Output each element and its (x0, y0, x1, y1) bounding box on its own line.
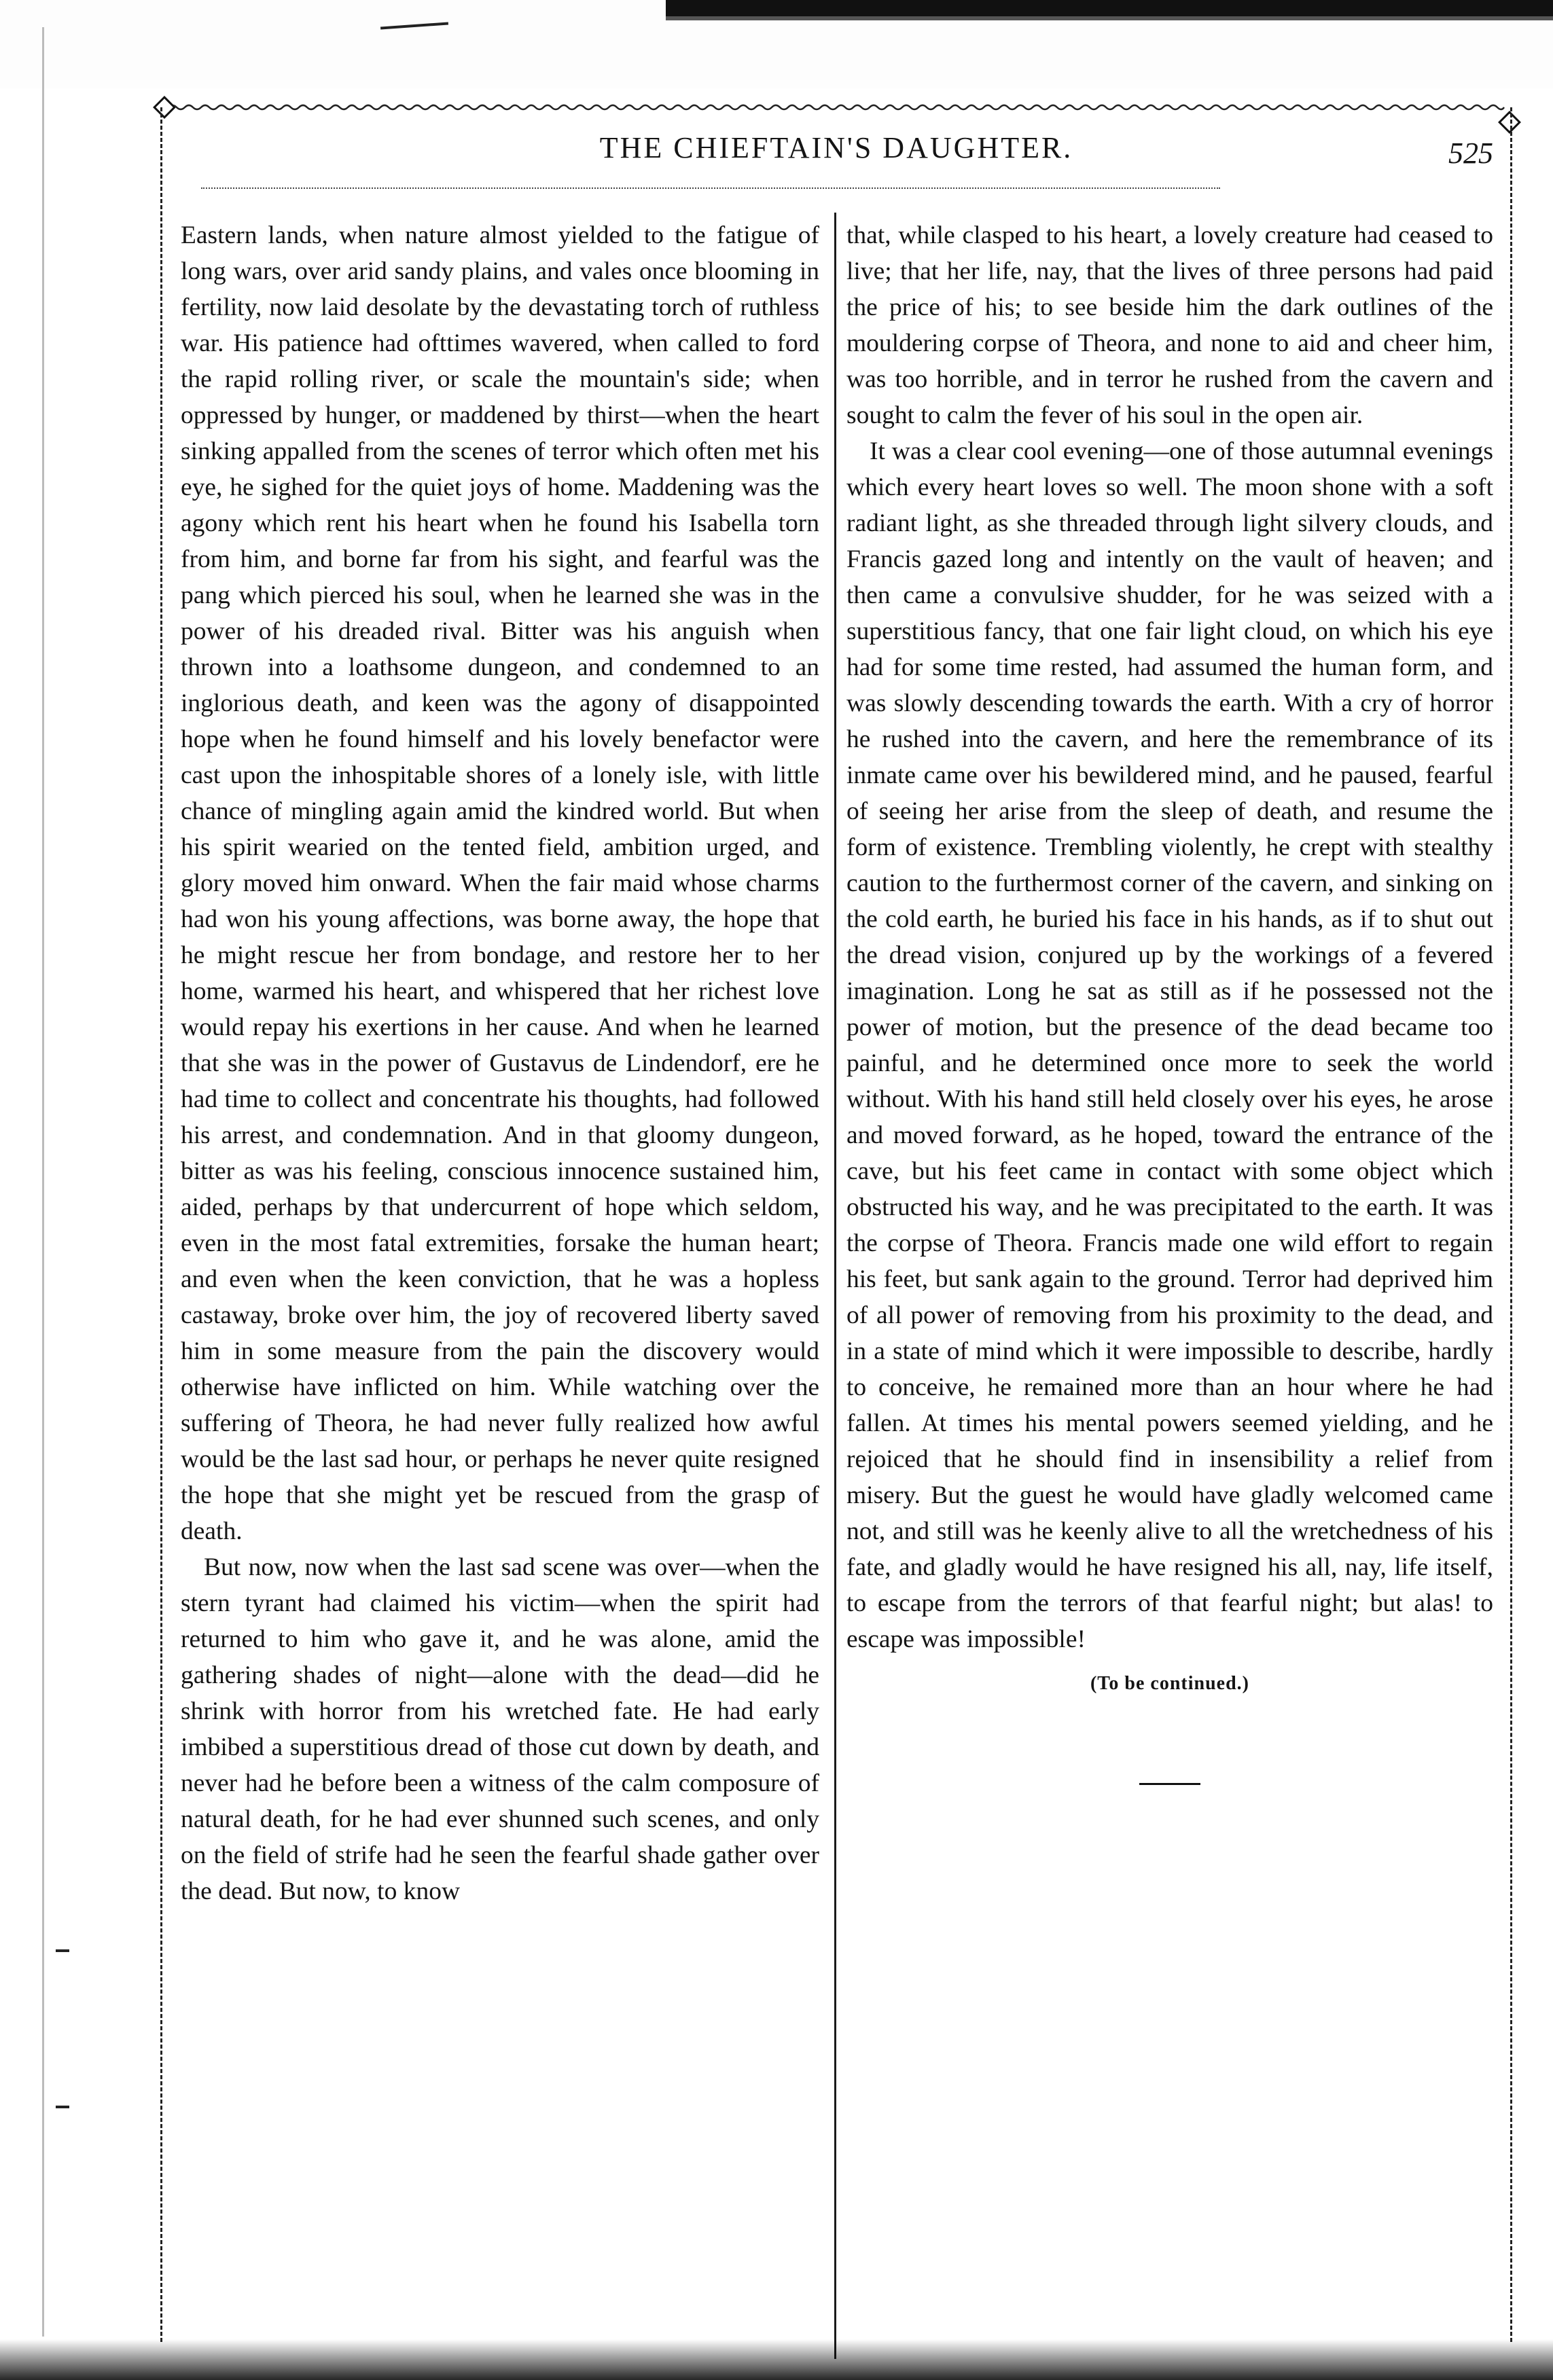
page-title: THE CHIEFTAIN'S DAUGHTER. (599, 131, 1073, 164)
scan-dark-edge (666, 0, 1553, 20)
right-border-rule (1506, 107, 1512, 2342)
paragraph: Eastern lands, when nature almost yielded to the fatigue of long wars, over arid sandy plains, and vales once blooming in fertility, now laid desolate by the devastating torch of ruthless war. His patience had ofttimes wavered, when called to ford the rapid rolling river, or scale the mountain's side; when oppressed by hunger, or maddened by thirst—when the heart sinking appalled from the scenes of terror which often met his eye, he sighed for the quiet joys of home. Maddening was the agony which rent his heart when he found his Isabella torn from him, and borne far from his sight, and fearful was the pang which pierced his soul, when he learned she was in the power of his dreaded rival. Bitter was his anguish when thrown into a loathsome dungeon, and condemned to an inglorious death, and keen was the agony of disappointed hope when he found himself and his lovely benefactor were cast upon the inhospitable shores of a lonely isle, with little chance of mingling again amid the kindred world. But when his spirit wearied on the tented field, ambition urged, and glory moved him onward. When the fair maid whose charms had won his young affections, was borne away, the hope that he might rescue her from bondage, and restore her to her home, warmed his heart, and whispered that her richest love would repay his exertions in her cause. And when he learned that she was in the power of Gustavus de Lindendorf, ere he had time to collect and concentrate his thoughts, had followed his arrest, and condemnation. And in that gloomy dungeon, bitter as was his feeling, conscious innocence sustained him, aided, perhaps by that undercurrent of hope which seldom, even in the most fatal extremities, forsake the human heart; and even when the keen conviction, that he was a hopless castaway, broke over him, the joy of recovered liberty saved him in some measure from the pain the discovery would otherwise have inflicted on him. While watching over the suffering of Theora, he had never fully realized how awful would be the last sad hour, or perhaps he never quite resigned the hope that she might yet be rescued from the grasp of death. (181, 221, 819, 1545)
text-column-left (181, 217, 819, 1909)
column-divider (834, 213, 836, 2359)
margin-mark (56, 1949, 69, 1952)
paragraph: that, while clasped to his heart, a lovely creature had ceased to live; that her life, nay, that the lives of three persons had paid the price of his; to see beside him the dark outlines of the mouldering corpse of Theora, and none to aid and cheer him, was too horrible, and in terror he rushed from the cavern and sought to calm the fever of his soul in the open air. (846, 221, 1493, 429)
text-column-right (846, 217, 1493, 1785)
paragraph: It was a clear cool evening—one of those autumnal evenings which every heart loves so well. The moon shone with a soft radiant light, as she threaded through light silvery clouds, and Francis gazed long and intently on the vault of heaven; and then came a convulsive shudder, for he was seized with a superstitious fancy, that one fair light cloud, on which his eye had for some time rested, had assumed the human form, and was slowly descending towards the earth. With a cry of horror he rushed into the cavern, and here the remembrance of its inmate came over his bewildered mind, and he paused, fearful of seeing her arise from the sleep of death, and resume the form of existence. Trembling violently, he crept with stealthy caution to the furthermost corner of the cavern, and sinking on the cold earth, he buried his face in his hands, as if to shut out the dread vision, conjured up by the workings of a fevered imagination. Long he sat as still as if he possessed not the power of motion, but the presence of the dead became too painful, and he determined once more to seek the world without. With his hand still held closely over his eyes, he arose and moved forward, as he hoped, toward the entrance of the cave, but his feet came in contact with some object which obstructed his way, and he was precipitated to the earth. It was the corpse of Theora. Francis made one wild effort to regain his feet, but sank again to the ground. Terror had deprived him of all power of removing from his proximity to the dead, and in a state of mind which it were impossible to describe, hardly to conceive, he remained more than an hour where he had fallen. At times his mental powers seemed yielding, and he rejoiced that he should find in insensibility a relief from misery. But the guest he would have gladly welcomed came not, and still was he keenly alive to all the wretchedness of his fate, and gladly would he have resigned his all, nay, life itself, to escape from the terrors of that fearful night; but alas! to escape was impossible! (846, 437, 1493, 1653)
wavy-rule-icon (160, 101, 1512, 114)
continued-note: (To be continued.) (1090, 1673, 1249, 1694)
paragraph: But now, now when the last sad scene was over—when the stern tyrant had claimed his victim—when the spirit had returned to him who gave it, and he was alone, amid the gathering shades of night—alone with the dead—did he shrink with horror from his wretched fate. He had early imbibed a superstitious dread of those cut down by death, and never had he before been a witness of the calm composure of natural death, for he had ever shunned such scenes, and only on the field of strife had he seen the fearful shade gather over the dead. But now, to know (181, 1553, 819, 1905)
left-border-rule (160, 107, 166, 2342)
scan-bottom-edge (0, 2339, 1553, 2380)
page-number: 525 (1448, 137, 1493, 170)
end-rule (1139, 1783, 1200, 1785)
scan-top-edge (0, 0, 1553, 88)
binding-edge-line (42, 27, 44, 2337)
page-frame (160, 101, 1512, 2342)
top-ornamental-rule (160, 101, 1512, 114)
running-head (160, 130, 1512, 178)
margin-mark (56, 2106, 69, 2108)
header-divider (201, 187, 1220, 189)
